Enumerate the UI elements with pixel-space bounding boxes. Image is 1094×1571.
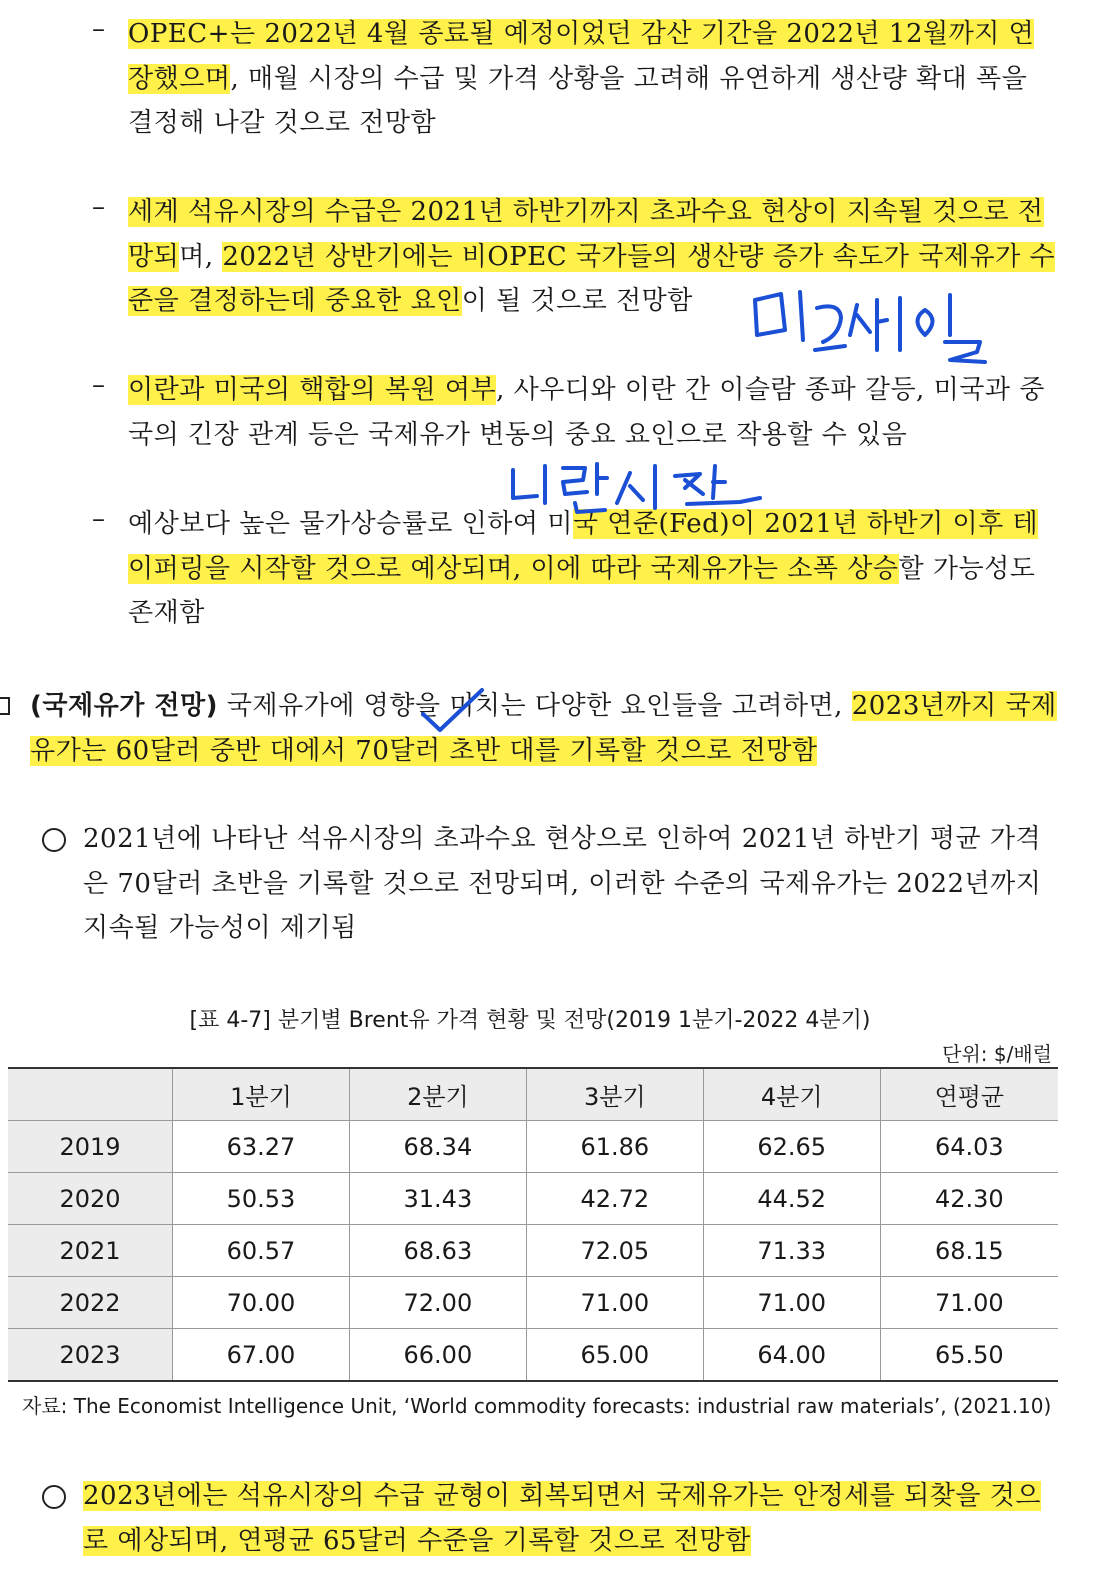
table-cell: 62.65 [703,1121,880,1173]
table-cell: 60.57 [173,1225,350,1277]
table-cell: 68.34 [349,1121,526,1173]
bullet-2-highlight-a: 세계 석유시장의 수급은 2021년 하반기까지 초과수요 현상이 지속될 것으로 전망되 [128,197,1044,272]
checkmark-icon [418,686,488,736]
bullet-4 [128,502,1058,636]
table-cell: 65.50 [880,1329,1058,1382]
section-text: 국제유가에 영향을 미치는 다양한 요인들을 고려하면, [218,691,852,721]
table-source: 자료: The Economist Intelligence Unit, ‘World commodity forecasts: industrial raw materials’, (2021.10) [22,1394,1052,1418]
circle-paragraph-1 [83,817,1058,951]
bullet-3-text: , 사우디와 이란 간 이슬람 종파 갈등, 미국과 중국의 긴장 관계 등은 국제유가 변동의 중요 요인으로 작용할 수 있음 [128,375,1045,450]
table-cell: 67.00 [173,1329,350,1382]
table-cell: 71.00 [526,1277,703,1329]
table-cell: 64.00 [703,1329,880,1382]
table-unit: 단위: $/배럴 [942,1042,1052,1066]
bullet-2-highlight-b: 2022년 상반기에는 비OPEC 국가들의 생산량 증가 속도가 국제유가 수준을 결정하는데 중요한 요인 [128,241,1056,316]
row-year: 2023 [8,1329,173,1382]
header-cell: 3분기 [526,1068,703,1121]
bullet-3-highlight: 이란과 미국의 핵합의 복원 여부 [128,375,497,405]
bullet-2-text-b: 이 될 것으로 전망함 [461,286,693,316]
header-cell: 2분기 [349,1068,526,1121]
section-highlight: 2023년까지 국제유가는 60달러 중반 대에서 70달러 초반 대를 기록할 것으로 전망함 [30,691,1057,766]
row-year: 2022 [8,1277,173,1329]
bullet-4-text-a: 예상보다 높은 물가상승률로 인하여 미 [128,509,573,539]
circle-paragraph-2 [83,1474,1058,1563]
table-cell: 66.00 [349,1329,526,1382]
header-cell: 1분기 [173,1068,350,1121]
table-cell: 61.86 [526,1121,703,1173]
table-cell: 64.03 [880,1121,1058,1173]
section-title: (국제유가 전망) [30,691,219,721]
table-cell: 31.43 [349,1173,526,1225]
table-cell: 63.27 [173,1121,350,1173]
row-year: 2020 [8,1173,173,1225]
table-row [8,1277,1058,1329]
table-cell: 42.30 [880,1173,1058,1225]
row-year: 2021 [8,1225,173,1277]
bullet-4-highlight: 국 연준(Fed)이 2021년 하반기 이후 테이퍼링을 시작할 것으로 예상되며, 이에 따라 국제유가는 소폭 상승 [128,509,1039,584]
dash-marker: – [92,504,105,534]
circle-1-text: 2021년에 나타난 석유시장의 초과수요 현상으로 인하여 2021년 하반기 평균 가격은 70달러 초반을 기록할 것으로 전망되며, 이러한 수준의 국제유가는 2022년까지 지속될 가능성이 제기됨 [83,824,1042,943]
circle-2-highlight: 2023년에는 석유시장의 수급 균형이 회복되면서 국제유가는 안정세를 되찾을 것으로 예상되며, 연평균 65달러 수준을 기록할 것으로 전망함 [83,1481,1041,1556]
row-year: 2019 [8,1121,173,1173]
dash-marker: – [92,370,105,400]
bullet-4-text-b: 할 가능성도 존재함 [128,553,1036,628]
bullet-2-text-a: 며, [179,241,223,272]
table-cell: 72.05 [526,1225,703,1277]
bullet-1 [128,12,1058,146]
square-bullet-icon [0,697,10,715]
table-cell: 68.63 [349,1225,526,1277]
table-cell: 42.72 [526,1173,703,1225]
bullet-3 [128,368,1058,457]
table-cell: 71.00 [880,1277,1058,1329]
table-row [8,1225,1058,1277]
table-cell: 44.52 [703,1173,880,1225]
header-cell [8,1068,173,1121]
brent-price-table [8,1067,1058,1382]
circle-bullet-icon [42,828,66,852]
bullet-1-highlight: OPEC+는 2022년 4월 종료될 예정이었던 감산 기간을 2022년 12월까지 연장했으며 [128,19,1035,94]
handwritten-note-shale [745,280,1025,380]
header-cell: 4분기 [703,1068,880,1121]
handwritten-note-iran [505,458,775,518]
table-header-row [8,1068,1058,1121]
table-row [8,1121,1058,1173]
table-cell: 71.00 [703,1277,880,1329]
header-cell: 연평균 [880,1068,1058,1121]
table-row [8,1329,1058,1382]
section-forecast [30,684,1060,773]
table-caption: [표 4-7] 분기별 Brent유 가격 현황 및 전망(2019 1분기-2022 4분기) [189,1008,871,1033]
table-cell: 50.53 [173,1173,350,1225]
table-cell: 71.33 [703,1225,880,1277]
table-row [8,1173,1058,1225]
table-cell: 70.00 [173,1277,350,1329]
dash-marker: – [92,192,105,222]
table-cell: 68.15 [880,1225,1058,1277]
circle-bullet-icon [42,1485,66,1509]
dash-marker: – [92,14,105,44]
table-cell: 65.00 [526,1329,703,1382]
bullet-1-text: , 매월 시장의 수급 및 가격 상황을 고려해 유연하게 생산량 확대 폭을 결정해 나갈 것으로 전망함 [128,63,1028,138]
table-cell: 72.00 [349,1277,526,1329]
